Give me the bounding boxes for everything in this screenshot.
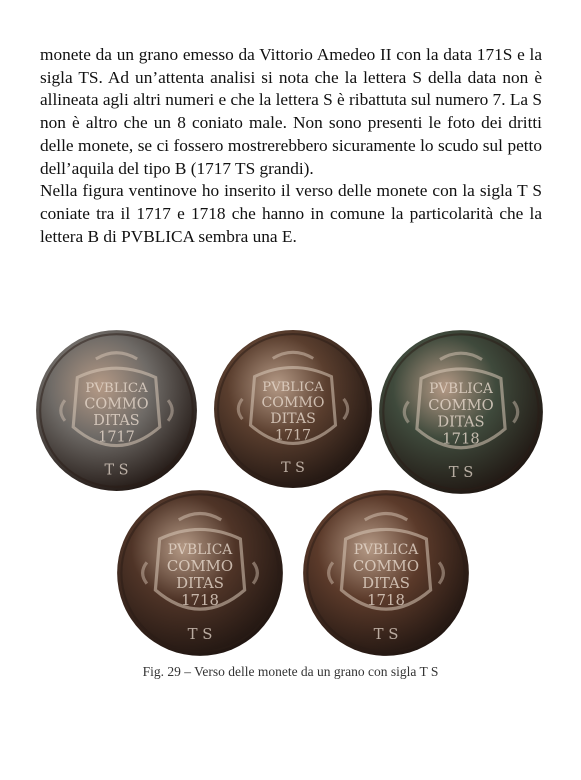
coin-legend-line: COMMO [166, 556, 234, 575]
coin-image [115, 488, 285, 658]
coin-legend-line: PVBLICA [262, 379, 324, 395]
paragraph-2: Nella figura ventinove ho inserito il verso delle monete con la sigla T S coniate tra il 1717 e 1718 che hanno in comune la particolarità che la lettera B di PVBLICA sembra una E. [40, 181, 542, 246]
coin-legend-line: PVBLICA [167, 541, 233, 558]
coin-legend-line: 1718 [181, 590, 219, 609]
coin-legend-line: PVBLICA [429, 381, 493, 398]
coin-mint-mark: T S [104, 462, 129, 479]
coin-image [301, 488, 471, 658]
coin-legend-line: COMMO [428, 396, 494, 414]
coin-1 [34, 328, 199, 493]
coin-legend-line: PVBLICA [85, 380, 148, 396]
coin-image [212, 328, 374, 490]
coin-legend-line: 1718 [367, 590, 405, 609]
coin-image [34, 328, 199, 493]
coin-legend-line: DITAS [93, 412, 140, 429]
coin-legend-line: 1718 [442, 430, 480, 448]
figure-caption: Fig. 29 – Verso delle monete da un grano con sigla T S [142, 664, 439, 679]
paragraph-1: monete da un grano emesso da Vittorio Amedeo II con la data 171S e la sigla TS. Ad un’attenta analisi si nota che la lettera S della data non è allineata agli altri numeri e che la lettera S è ribattuta sul numero 7. La S non è altro che un 8 coniato male. Non sono presenti le foto dei dritti delle monete, se ci fossero mostrerebbero sicuramente lo scudo sul petto dell’aquila del tipo B (1717 TS grandi). [40, 45, 542, 178]
coin-mint-mark: T S [187, 624, 213, 643]
coin-legend-line: COMMO [352, 556, 420, 575]
coin-legend-line: DITAS [437, 413, 485, 431]
coin-legend-line: DITAS [176, 573, 224, 592]
coin-mint-mark: T S [281, 459, 305, 476]
coins-figure [0, 310, 581, 710]
coin-3 [377, 328, 545, 496]
coin-legend-line: COMMO [84, 396, 149, 413]
coin-legend-line: DITAS [270, 411, 316, 428]
coin-legend-line: PVBLICA [353, 541, 419, 558]
coin-mint-mark: T S [448, 464, 474, 482]
coin-mint-mark: T S [373, 624, 399, 643]
coin-image [377, 328, 545, 496]
coin-4 [115, 488, 285, 658]
coin-legend-line: DITAS [362, 573, 410, 592]
coin-legend-line: 1717 [98, 429, 135, 446]
coin-legend-line: COMMO [261, 394, 325, 411]
coin-2 [212, 328, 374, 490]
body-text [40, 44, 542, 248]
coin-5 [301, 488, 471, 658]
coin-legend-line: 1717 [274, 427, 312, 444]
